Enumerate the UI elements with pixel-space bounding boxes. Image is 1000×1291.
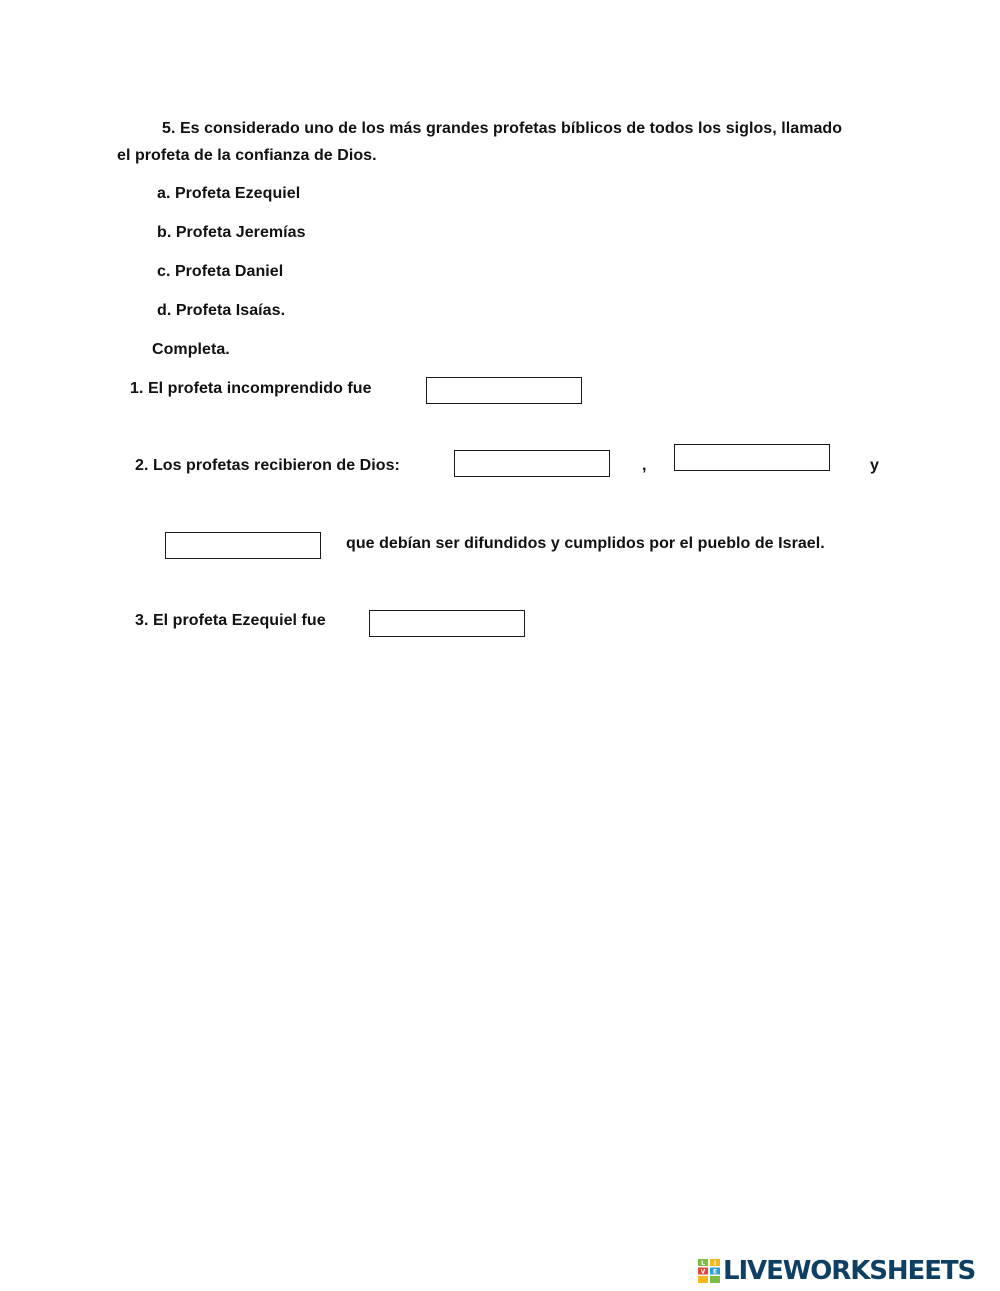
item-2-and: y bbox=[870, 457, 879, 474]
question-5-prompt-line-2: el profeta de la confianza de Dios. bbox=[117, 147, 377, 164]
item-3-text: 3. El profeta Ezequiel fue bbox=[135, 612, 326, 629]
item-1-text: 1. El profeta incomprendido fue bbox=[130, 380, 372, 397]
complete-heading: Completa. bbox=[152, 341, 230, 358]
item-2-answer-input-a[interactable] bbox=[454, 450, 610, 477]
svg-text:V: V bbox=[700, 1268, 706, 1276]
item-3-answer-input[interactable] bbox=[369, 610, 525, 637]
item-2-continuation: que debían ser difundidos y cumplidos por el pueblo de Israel. bbox=[346, 535, 825, 552]
item-1-answer-input[interactable] bbox=[426, 377, 582, 404]
question-5-option-a: a. Profeta Ezequiel bbox=[157, 185, 301, 202]
item-2-comma: , bbox=[642, 457, 647, 474]
svg-text:L: L bbox=[701, 1260, 705, 1267]
svg-text:I: I bbox=[713, 1260, 717, 1267]
question-5-prompt-line-1: 5. Es considerado uno de los más grandes profetas bíblicos de todos los siglos, llamado bbox=[162, 120, 843, 137]
item-2-answer-input-b[interactable] bbox=[674, 444, 830, 471]
question-5-option-c: c. Profeta Daniel bbox=[157, 263, 284, 280]
svg-text:E: E bbox=[712, 1268, 718, 1276]
question-5-option-b: b. Profeta Jeremías bbox=[157, 224, 306, 241]
item-2-text: 2. Los profetas recibieron de Dios: bbox=[135, 457, 400, 474]
liveworksheets-logo-text: LIVEWORKSHEETS bbox=[723, 1256, 976, 1286]
item-2-answer-input-c[interactable] bbox=[165, 532, 321, 559]
question-5-option-d: d. Profeta Isaías. bbox=[157, 302, 286, 319]
liveworksheets-blocks-icon bbox=[698, 1259, 720, 1283]
liveworksheets-logo bbox=[698, 1256, 975, 1286]
